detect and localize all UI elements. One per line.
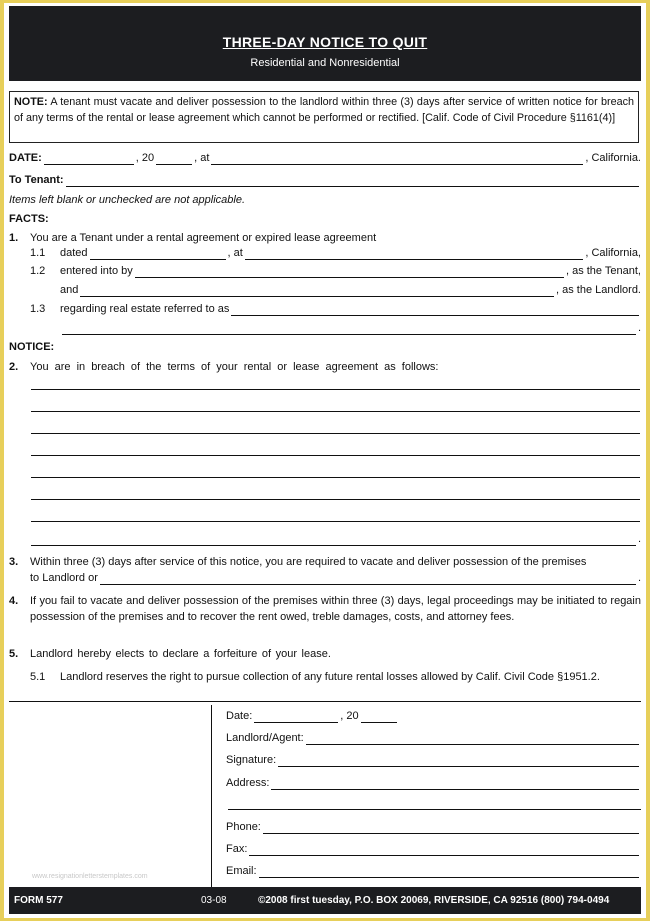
s12-text: entered into by [60,265,133,277]
alternate-recipient-field[interactable] [100,573,636,585]
address-field[interactable] [271,778,639,790]
s13-line2 [60,322,641,335]
copyright: ©2008 first tuesday, P.O. BOX 20069, RIVERSIDE, CA 92516 (800) 794-0494 [258,895,610,906]
fax-line [226,843,641,856]
p2-number: 2. [9,361,19,373]
watermark: www.resignationletterstemplates.com [32,873,148,880]
p5-text: Landlord hereby elects to declare a forfeiture of your lease. [30,648,331,660]
lease-date-field[interactable] [90,248,226,260]
tenant-party-field[interactable] [135,266,564,278]
year-prefix: , 20 [135,152,155,164]
city-field[interactable] [211,153,583,165]
facts-heading: FACTS: [9,213,49,225]
signature-line [226,754,641,767]
s11-at: , at [227,247,243,259]
p2-text: You are in breach of the terms of your rental or lease agreement as follows: [30,361,439,373]
breach-line-7[interactable] [31,521,640,522]
form-header [9,6,641,81]
to-tenant-line [9,174,641,187]
breach-line-1[interactable] [31,389,640,390]
note-label: NOTE: [14,96,48,108]
signature-field[interactable] [278,755,639,767]
date-label: DATE: [9,152,42,164]
breach-line-8-row [31,533,641,546]
s12-number: 1.2 [30,265,46,277]
breach-line-8[interactable] [31,534,636,546]
landlord-label: Landlord/Agent: [226,732,304,744]
form-title: THREE-DAY NOTICE TO QUIT [222,34,428,50]
s11-dated: dated [60,247,88,259]
items-note: Items left blank or unchecked are not applicable. [9,194,246,206]
date-at: , at [194,152,210,164]
property-field-2[interactable] [62,323,636,335]
form-date: 03-08 [201,895,227,906]
s51-number: 5.1 [30,671,46,683]
property-field[interactable] [231,304,639,316]
form-number: FORM 577 [14,895,63,906]
signature-label: Signature: [226,754,277,766]
p3-period: . [637,572,641,584]
form-footer [9,887,641,914]
breach-line-3[interactable] [31,433,640,434]
s13-text: regarding real estate referred to as [60,303,230,315]
p1-text: You are a Tenant under a rental agreement or expired lease agreement [30,232,377,244]
form-subtitle: Residential and Nonresidential [250,57,400,69]
tenant-name-field[interactable] [66,175,639,187]
phone-line [226,821,641,834]
s11-number: 1.1 [30,247,46,259]
fax-field[interactable] [249,844,639,856]
email-field[interactable] [259,866,639,878]
sig-date-label: Date: [226,710,253,722]
breach-line-4[interactable] [31,455,640,456]
sig-date-line [226,710,641,723]
s12-line [30,265,641,278]
form-page [4,3,646,918]
year-field[interactable] [156,153,192,165]
landlord-party-field[interactable] [80,285,554,297]
email-label: Email: [226,865,257,877]
address-field-2[interactable] [228,809,641,810]
p3-to-line [30,572,641,585]
p3-text: Within three (3) days after service of this notice, you are required to vacate and deliver possession of the premises [30,556,587,568]
breach-line-6[interactable] [31,499,640,500]
fax-label: Fax: [226,843,248,855]
s12-suffix2: , as the Landlord. [555,284,641,296]
landlord-field[interactable] [306,733,639,745]
s11-line [30,247,641,260]
phone-field[interactable] [263,822,639,834]
p3-number: 3. [9,556,19,568]
s13-line [30,303,641,316]
address-line [226,777,641,790]
date-field[interactable] [44,153,134,165]
breach-line-2[interactable] [31,411,640,412]
email-line [226,865,641,878]
lease-city-field[interactable] [245,248,584,260]
signature-divider [211,705,212,887]
p4-text: If you fail to vacate and deliver possession of the premises within three (3) days, legal proceedings may be initiated to regain possession of the premises and to recover the rent owed, treble damages, costs, and attorney fees. [30,595,641,623]
breach-line-5[interactable] [31,477,640,478]
sig-date-field[interactable] [254,711,338,723]
breach-period: . [637,533,641,545]
note-box [9,91,639,143]
p1-number: 1. [9,232,19,244]
sig-year-label: , 20 [340,710,359,722]
s51-text: Landlord reserves the right to pursue collection of any future rental losses allowed by Calif. Civil Code §1951.2. [60,671,600,683]
note-text: A tenant must vacate and deliver possession to the landlord within three (3) days after service of written notice for breach of any terms of the rental or lease agreement which cannot be performed or rectified. [Calif. Code of Civil Procedure §1161(4)] [14,96,634,124]
date-line [9,152,641,165]
s13-period: . [637,322,641,334]
to-tenant-label: To Tenant: [9,174,64,186]
s13-number: 1.3 [30,303,46,315]
phone-label: Phone: [226,821,261,833]
notice-heading: NOTICE: [9,341,55,353]
s12-and-line [60,284,641,297]
p3-to: to Landlord or [30,572,98,584]
landlord-line [226,732,641,745]
p4-number: 4. [9,595,19,607]
s12-and: and [60,284,79,296]
date-suffix: , California. [585,152,641,164]
s11-suffix: , California, [585,247,641,259]
sig-year-field[interactable] [361,711,397,723]
p5-number: 5. [9,648,19,660]
s12-suffix: , as the Tenant, [565,265,641,277]
address-label: Address: [226,777,270,789]
section-divider [9,701,641,702]
